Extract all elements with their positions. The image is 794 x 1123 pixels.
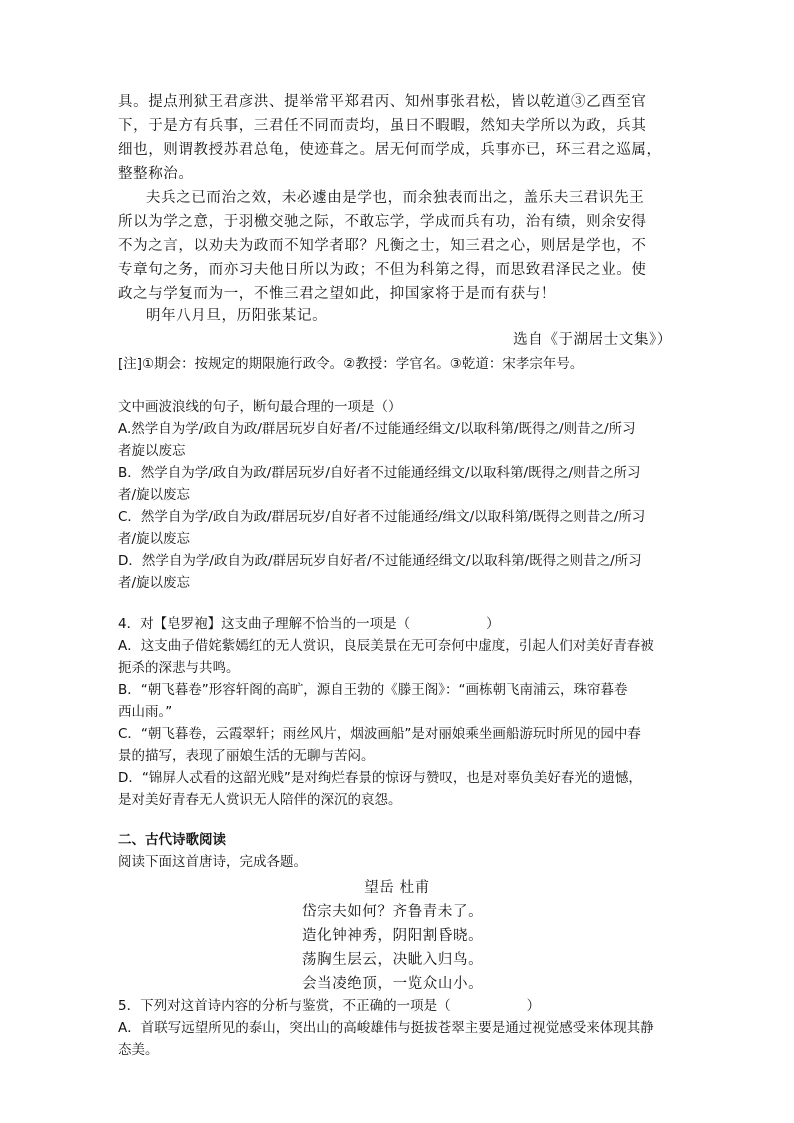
passage-line: 所以为学之意，于羽檄交驰之际，不敢忘学，学成而兵有功，治有绩，则余安得 <box>118 214 647 230</box>
passage-line: 不为之言，以劝夫为政而不知学者耶？凡衡之士，知三君之心，则居是学也，不 <box>118 238 647 254</box>
passage-line: 下，于是方有兵事，三君任不同而责均，虽日不暇暇，然知夫学所以为政，兵其 <box>118 118 647 134</box>
option-a-line2[interactable]: 者旋以废忘 <box>118 443 186 459</box>
passage-line: 夫兵之已而治之效，未必遽由是学也，而余独表而出之，盖乐夫三君识先王 <box>146 190 645 206</box>
passage-source: 选自《于湖居士文集》） <box>513 332 672 348</box>
option-a-line1[interactable]: A．这支曲子借姹紫嫣红的无人赏识，良辰美景在无可奈何中虚度，引起人们对美好青春被 <box>118 638 654 654</box>
option-a-line1[interactable]: A.然学自为学/政自为政/群居玩岁自好者/不过能通经缉文/以取科第/既得之/则昔之/所习 <box>118 421 636 437</box>
option-c-line1[interactable]: C．“朝飞暮卷，云霞翠轩；雨丝风片，烟波画船”是对丽娘乘坐画船游玩时所见的园中春 <box>118 726 641 742</box>
option-c-line1[interactable]: C．然学自为学/政自为政/群居玩岁/自好者不过能通经/缉文/以取科第/既得之则昔之/所习 <box>118 509 646 525</box>
option-a-line2[interactable]: 扼杀的深悲与共鸣。 <box>118 660 240 676</box>
option-d-line2[interactable]: 者/旋以废忘 <box>118 575 191 591</box>
poem-line: 会当凌绝顶，一览众山小。 <box>302 976 484 992</box>
question-stem <box>118 996 540 1016</box>
question-stem: 文中画波浪线的句子，断句最合理的一项是（） <box>118 399 402 415</box>
stem-text: 5．下列对这首诗内容的分析与鉴赏，不正确的一项是（ <box>118 998 451 1014</box>
question-stem <box>118 614 500 634</box>
section-heading: 二、古代诗歌阅读 <box>118 832 226 848</box>
passage-line: 具。提点刑狱王君彦洪、提举常平郑君丙、知州事张君松，皆以乾道③乙酉至官 <box>118 94 647 110</box>
passage-line: 整整称治。 <box>118 166 194 182</box>
stem-text: 4．对【皂罗袍】这支曲子理解不恰当的一项是（ <box>118 616 411 632</box>
passage-line: 政之与学复而为一，不惟三君之望如此，抑国家将于是而有获与！ <box>118 286 556 302</box>
passage-signature: 明年八月旦，历阳张某记。 <box>146 308 328 324</box>
passage-line: 专章句之务，而亦习夫他日所以为政；不但为科第之得，而思致君泽民之业。使 <box>118 262 647 278</box>
stem-close: ） <box>486 616 500 632</box>
poem-line: 岱宗夫如何？齐鲁青未了。 <box>302 904 484 920</box>
option-b-line2[interactable]: 者/旋以废忘 <box>118 487 191 503</box>
passage-line: 细也，则谓教授苏君总龟，使迹葺之。居无何而学成，兵事亦已，环三君之巡属， <box>118 142 662 158</box>
poem-line: 荡胸生层云，决眦入归鸟。 <box>302 952 484 968</box>
option-d-line1[interactable]: D．“锦屏人忒看的这韶光贱”是对绚烂春景的惊讶与赞叹，也是对辜负美好春光的遗憾， <box>118 770 642 786</box>
option-b-line2[interactable]: 西山雨。” <box>118 704 173 720</box>
section-instruction: 阅读下面这首唐诗，完成各题。 <box>118 854 307 870</box>
poem-line: 造化钟神秀，阴阳割昏晓。 <box>302 928 484 944</box>
option-a-line2[interactable]: 态美。 <box>118 1042 159 1058</box>
option-c-line2[interactable]: 景的描写，表现了丽娘生活的无聊与苦闷。 <box>118 748 375 764</box>
option-a-line1[interactable]: A．首联写远望所见的泰山，突出山的高峻雄伟与挺拔苍翠主要是通过视觉感受来体现其静 <box>118 1020 654 1036</box>
option-b-line1[interactable]: B．然学自为学/政自为政/群居玩岁/自好者不过能通经缉文/以取科第/既得之/则昔之所习 <box>118 465 641 481</box>
poem-title: 望岳 杜甫 <box>364 880 430 896</box>
stem-close: ） <box>526 998 541 1014</box>
option-d-line2[interactable]: 是对美好青春无人赏识无人陪伴的深沉的哀怨。 <box>118 792 402 808</box>
option-c-line2[interactable]: 者/旋以废忘 <box>118 531 191 547</box>
passage-note: [注]①期会：按规定的期限施行政令。②教授：学官名。③乾道：宋孝宗年号。 <box>118 356 584 372</box>
option-d-line1[interactable]: D．然学自为学/政自为政/群居玩岁自好者/不过能通经缉文/以取科第/既得之则昔之/所习 <box>118 553 642 569</box>
option-b-line1[interactable]: B．“朝飞暮卷”形容轩阁的高旷，源自王勃的《滕王阁》：“画栋朝飞南浦云，珠帘暮卷 <box>118 682 628 698</box>
